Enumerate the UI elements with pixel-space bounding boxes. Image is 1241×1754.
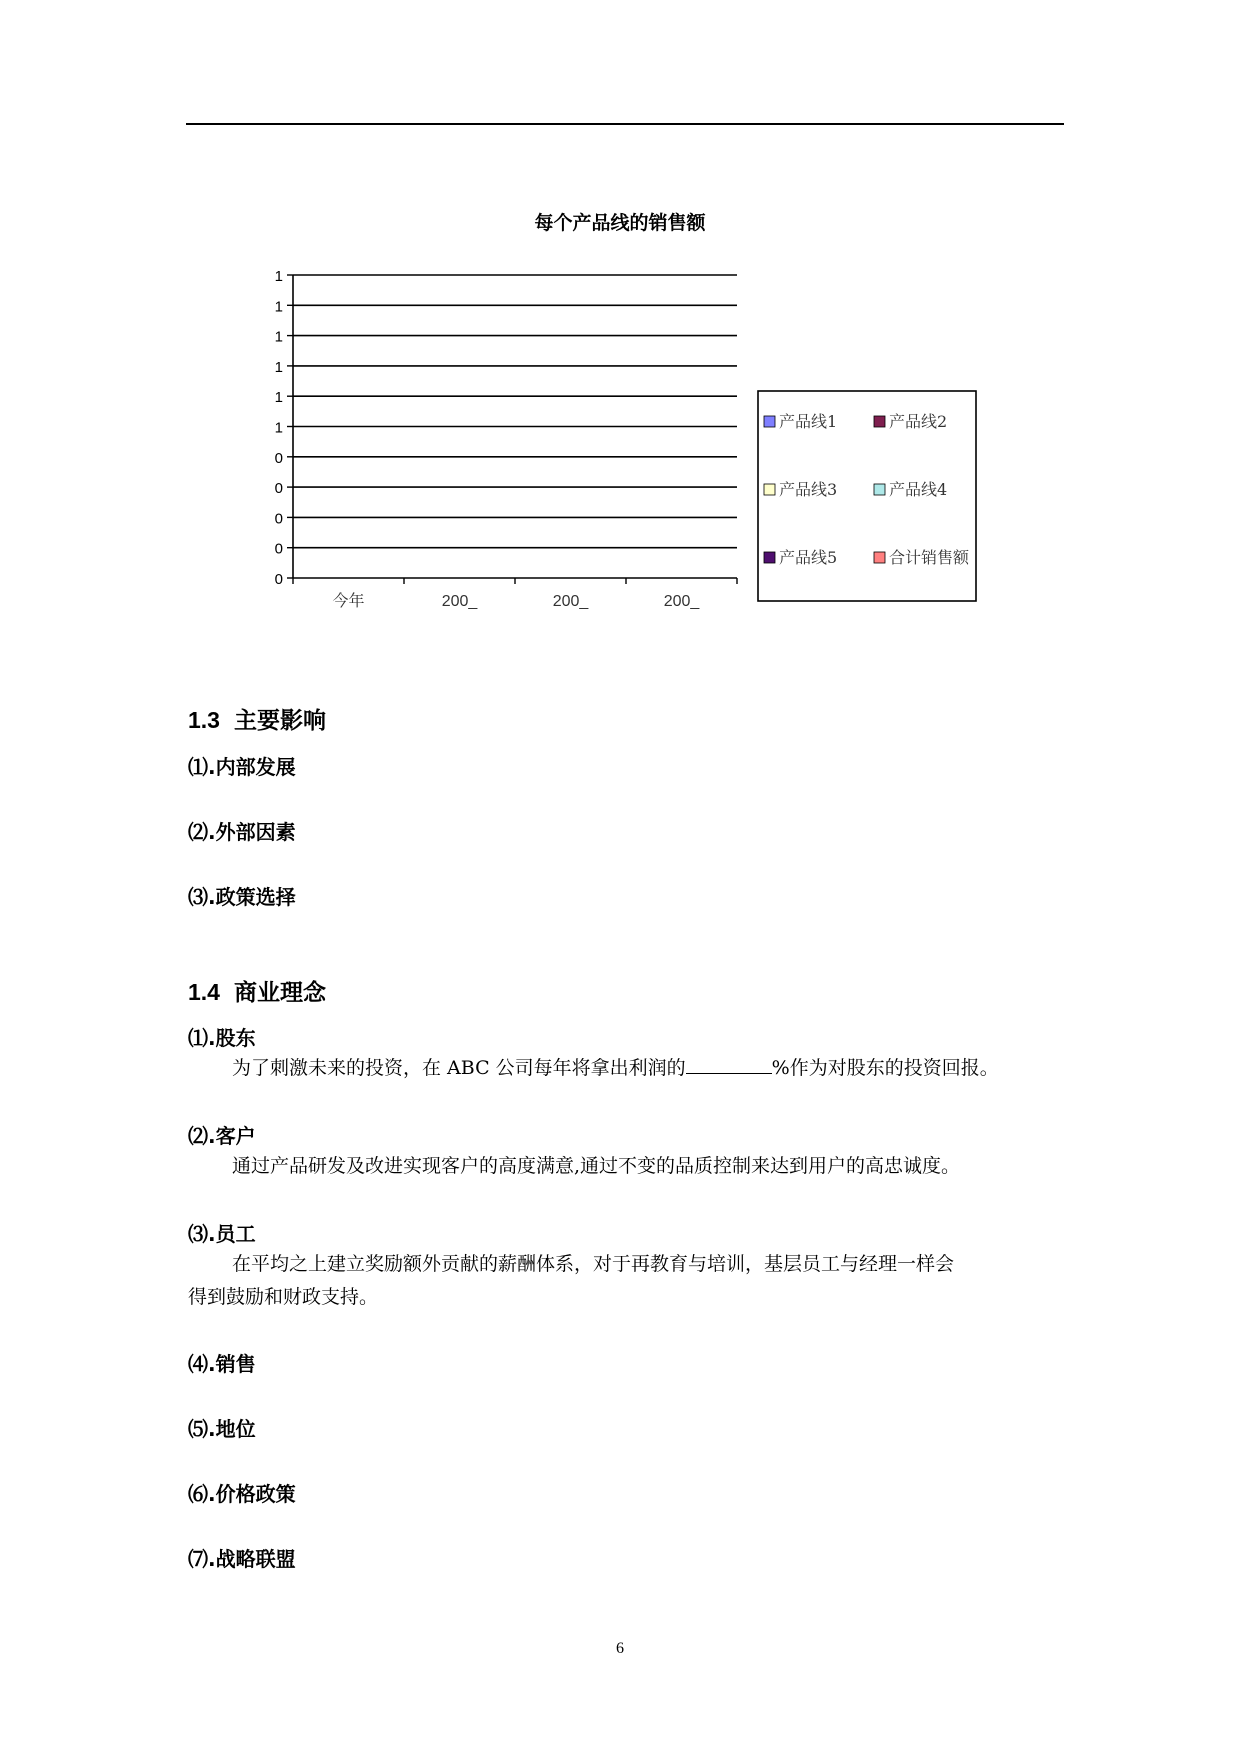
legend-label: 产品线2: [889, 412, 948, 431]
section-number: 1.3: [188, 707, 220, 733]
item-position: ⑸.地位: [188, 1417, 256, 1441]
item-pricing-policy: ⑹.价格政策: [188, 1482, 296, 1506]
y-tick-label: 0: [274, 510, 283, 528]
y-tick-label: 0: [274, 449, 283, 467]
legend-swatch: [874, 484, 885, 495]
x-tick-label: 200_: [441, 593, 478, 610]
shareholders-text-before: 为了刺激未来的投资，在 ABC 公司每年将拿出利润的: [232, 1057, 686, 1079]
section-heading-1-4: [188, 974, 326, 1007]
legend-label: 合计销售额: [889, 548, 970, 567]
shareholders-text-after: %作为对股东的投资回报。: [771, 1057, 999, 1079]
item-external-factors: ⑵.外部因素: [188, 820, 296, 844]
x-tick-label: 今年: [332, 591, 365, 610]
section-title: 商业理念: [233, 979, 326, 1005]
y-tick-label: 0: [274, 571, 283, 588]
percentage-blank: [686, 1055, 772, 1074]
section-title: 主要影响: [233, 707, 326, 733]
item-policy-choice: ⑶.政策选择: [188, 885, 296, 909]
y-tick-label: 1: [274, 298, 283, 316]
legend-swatch: [874, 552, 885, 563]
item-internal-development: ⑴.内部发展: [188, 755, 296, 779]
item-strategic-alliance: ⑺.战略联盟: [188, 1547, 296, 1571]
employees-label: ⑶.员工: [188, 1222, 256, 1246]
y-tick-label: 1: [274, 328, 283, 346]
x-tick-label: 200_: [552, 593, 589, 610]
shareholders-text: [188, 1052, 1112, 1085]
legend-swatch: [764, 552, 775, 563]
section-heading-1-3: [188, 702, 326, 735]
employees-text-line1: 在平均之上建立奖励额外贡献的薪酬体系，对于再教育与培训，基层员工与经理一样会: [232, 1253, 955, 1275]
chart-title: 每个产品线的销售额: [534, 212, 706, 234]
y-tick-label: 0: [274, 540, 283, 558]
y-tick-label: 1: [274, 358, 283, 376]
customers-text: 通过产品研发及改进实现客户的高度满意,通过不变的品质控制来达到用户的高忠诚度。: [232, 1155, 961, 1177]
section-number: 1.4: [188, 979, 220, 1005]
legend-label: 产品线3: [779, 480, 838, 499]
legend-swatch: [874, 416, 885, 427]
y-tick-label: 1: [274, 268, 283, 285]
customers-label: ⑵.客户: [188, 1124, 256, 1148]
y-tick-label: 0: [274, 480, 283, 498]
x-tick-label: 200_: [663, 593, 700, 610]
y-tick-label: 1: [274, 419, 283, 437]
shareholders-label: ⑴.股东: [188, 1026, 256, 1050]
legend-swatch: [764, 416, 775, 427]
legend-label: 产品线1: [779, 412, 838, 431]
y-tick-label: 1: [274, 389, 283, 407]
employees-text-line2: 得到鼓励和财政支持。: [188, 1286, 379, 1308]
item-sales: ⑷.销售: [188, 1352, 256, 1376]
page-number: 6: [616, 1640, 624, 1657]
legend-swatch: [764, 484, 775, 495]
legend-label: 产品线5: [779, 548, 838, 567]
sales-chart: [0, 0, 1241, 640]
legend-label: 产品线4: [889, 480, 948, 499]
